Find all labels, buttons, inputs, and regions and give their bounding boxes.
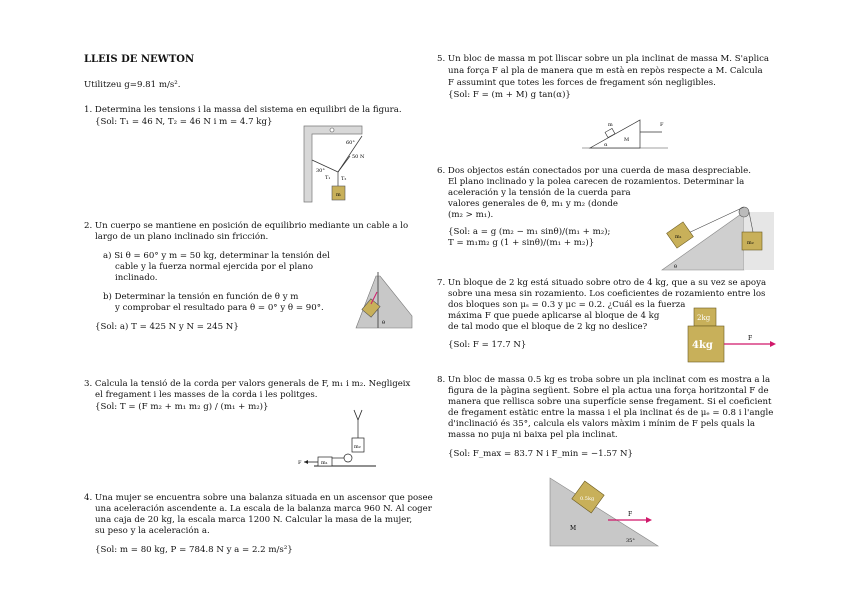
p6-line5: (m₂ > m₁). xyxy=(448,210,494,220)
p6-m1: m₁ xyxy=(675,234,682,240)
p8-M: M xyxy=(570,525,577,532)
p1-mass: m xyxy=(336,192,341,198)
p4-line1: 4. Una mujer se encuentra sobre una balanza situada en un ascensor que posee xyxy=(84,493,433,503)
p3-line1: 3. Calcula la tensió de la corda per valors generals de F, m₁ i m₂. Negligeix xyxy=(84,379,411,389)
p7-line2: sobre una mesa sin rozamiento. Los coeficientes de rozamiento entre los xyxy=(448,289,766,299)
p2-line1: 2. Un cuerpo se mantiene en posición de equilibrio mediante un cable a lo xyxy=(84,221,409,231)
p8-angle: 35° xyxy=(626,538,635,544)
p5-m: m xyxy=(608,122,613,128)
p1-force: 50 N xyxy=(352,154,365,160)
p8-block-label: 0.5kg xyxy=(580,496,595,502)
p7-line4: máxima F que puede aplicarse al bloque de 4 kg xyxy=(448,311,660,321)
p6-line6: {Sol: a = g (m₂ − m₁ sinθ)/(m₁ + m₂); xyxy=(448,227,611,237)
p2-b2: y comprobar el resultado para θ = 0° y θ = 90°. xyxy=(115,303,324,313)
p7-F: F xyxy=(748,335,753,342)
p8-F: F xyxy=(628,511,633,518)
p2-figure xyxy=(352,268,414,332)
p4-line4: su peso y la aceleración a. xyxy=(95,526,210,536)
p5-alpha: α xyxy=(604,142,608,148)
p6-line3: aceleración y la tensión de la cuerda para xyxy=(448,188,631,198)
p6-m2: m₂ xyxy=(747,240,754,246)
p8-solution: {Sol: F_max = 83.7 N i F_min = −1.57 N} xyxy=(448,449,633,459)
p3-m1: m₁ xyxy=(321,460,328,466)
p6-line7: T = m₁m₂ g (1 + sinθ)/(m₁ + m₂)} xyxy=(448,238,595,248)
p1-angle2: 60° xyxy=(346,140,355,146)
p2-a1: a) Si θ = 60° y m = 50 kg, determinar la tensión del xyxy=(103,251,330,261)
p4-line2: una aceleración ascendente a. La escala de la balanza marca 960 N. Al coger xyxy=(95,504,432,514)
p5-F: F xyxy=(660,122,664,128)
p4-solution: {Sol: m = 80 kg, P = 784.8 N y a = 2.2 m/s²} xyxy=(95,545,293,555)
p5-M: M xyxy=(624,137,630,143)
p3-figure xyxy=(296,408,380,472)
p8-line1: 8. Un bloc de massa 0.5 kg es troba sobre un pla inclinat com es mostra a la xyxy=(437,375,771,385)
p4-line3: una caja de 20 kg, la escala marca 1200 N. Calcular la masa de la mujer, xyxy=(95,515,413,525)
p8-line3: manera que rellisca sobre una superfície sense fregament. Si el coeficient xyxy=(448,397,772,407)
p3-force-label: F xyxy=(298,460,302,466)
p2-b1: b) Determinar la tensión en función de θ y m xyxy=(103,292,299,302)
p3-solution: {Sol: T = (F m₂ + m₁ m₂ g) / (m₁ + m₂)} xyxy=(95,402,269,412)
p7-line3: dos bloques son μₛ = 0.3 y μc = 0.2. ¿Cuál es la fuerza xyxy=(448,300,686,310)
p8-line5: d'inclinació és 35°, calcula els valors màxim i mínim de F pels quals la xyxy=(448,419,755,429)
intro-text: Utilitzeu g=9.81 m/s². xyxy=(84,80,181,90)
p5-line2: una força F al pla de manera que m està en repòs respecte a M. Calcula xyxy=(448,66,763,76)
p1-t1: T₁ xyxy=(325,175,331,181)
p5-figure xyxy=(580,106,670,152)
p5-line1: 5. Un bloc de massa m pot lliscar sobre un pla inclinat de massa M. S'aplica xyxy=(437,54,770,64)
p7-line5: de tal modo que el bloque de 2 kg no deslice? xyxy=(448,322,648,332)
p8-line6: massa no puja ni baixa pel pla inclinat. xyxy=(448,430,618,440)
p3-line2: el fregament i les masses de la corda i les politges. xyxy=(95,390,318,400)
p2-a2: cable y la fuerza normal ejercida por el plano xyxy=(115,262,314,272)
p7-solution: {Sol: F = 17.7 N} xyxy=(448,340,527,350)
p6-figure xyxy=(660,190,780,276)
p7-bottom-block-label: 4kg xyxy=(692,340,713,351)
p2-solution: {Sol: a) T = 425 N y N = 245 N} xyxy=(95,322,239,332)
svg-text:θ: θ xyxy=(382,320,386,326)
p8-line2: figura de la pàgina següent. Sobre el pla actua una força horitzontal F de xyxy=(448,386,769,396)
p2-a3: inclinado. xyxy=(115,273,158,283)
p7-line1: 7. Un bloque de 2 kg está situado sobre otro de 4 kg, que a su vez se apoya xyxy=(437,278,767,288)
p5-solution: {Sol: F = (m + M) g tan(α)} xyxy=(448,90,571,100)
p6-line2: El plano inclinado y la polea carecen de rozamientos. Determinar la xyxy=(448,177,745,187)
p1-t2: T₂ xyxy=(341,176,347,182)
p7-figure xyxy=(686,306,780,366)
p7-top-block-label: 2kg xyxy=(697,314,711,322)
p8-figure xyxy=(548,474,660,550)
p1-solution: {Sol: T₁ = 46 N, T₂ = 46 N i m = 4.7 kg} xyxy=(95,117,273,127)
p6-line1: 6. Dos objectos están conectados por una cuerda de masa despreciable. xyxy=(437,166,751,176)
p5-line3: F assumint que totes les forces de fregament són negligibles. xyxy=(448,78,716,88)
p8-line4: de fregament estàtic entre la massa i el pla inclinat és de μₑ = 0.8 i l'angle xyxy=(448,408,774,418)
p1-line1: 1. Determina les tensions i la massa del sistema en equilibri de la figura. xyxy=(84,105,402,115)
p1-figure xyxy=(292,122,372,208)
p2-line2: largo de un plano inclinado sin fricción. xyxy=(95,232,269,242)
p3-m2: m₂ xyxy=(354,444,361,450)
page-title: LLEIS DE NEWTON xyxy=(84,54,195,65)
p6-theta: θ xyxy=(674,264,678,270)
p1-angle1: 30° xyxy=(316,168,325,174)
p6-line4: valores generales de θ, m₁ y m₂ (donde xyxy=(448,199,618,209)
